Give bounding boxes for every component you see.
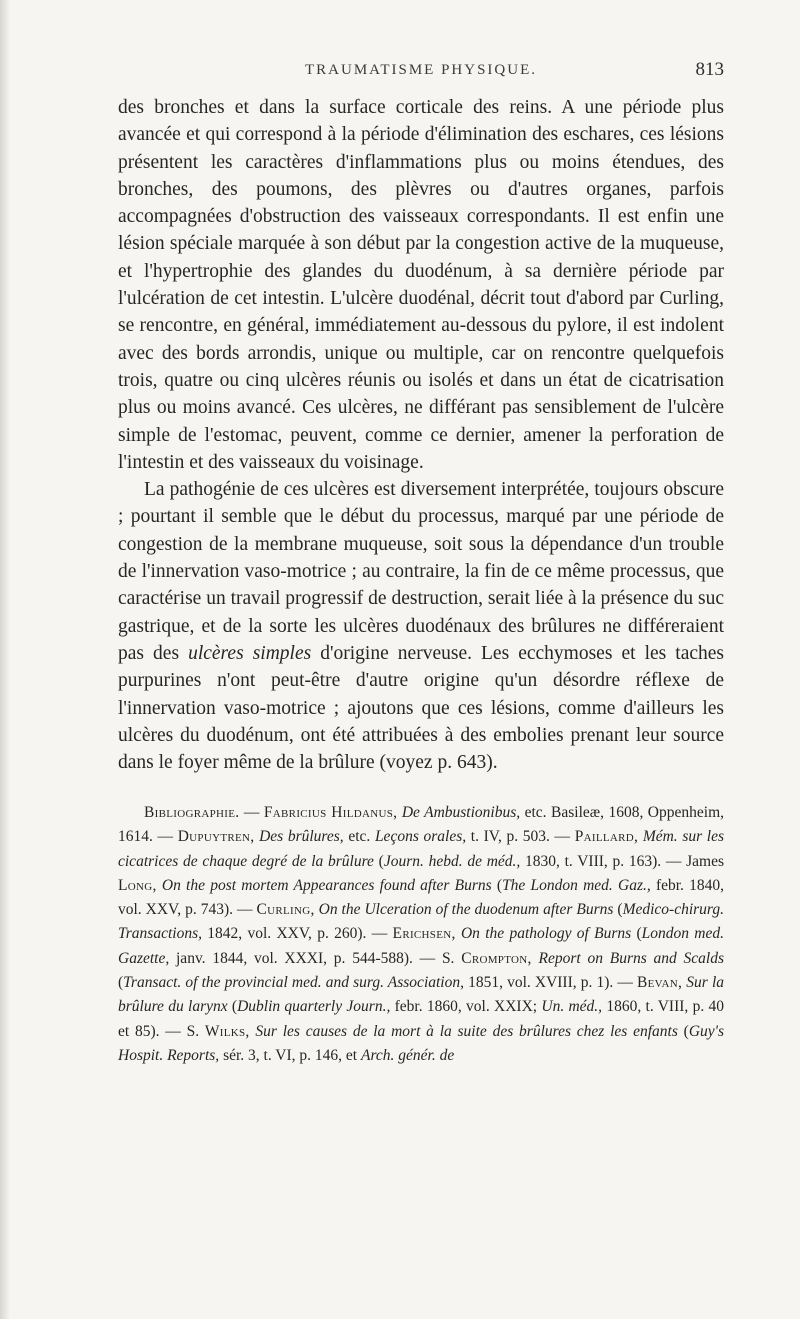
biblio-journal: London med. Gazette,	[118, 925, 724, 967]
biblio-journal: Transact. of the provincial med. and surg. Association,	[123, 974, 464, 992]
biblio-journal: Medico-chirurg. Transactions,	[118, 901, 725, 943]
paragraph-2: La pathogénie de ces ulcères est diversement interprétée, toujours obscure ; pourtant il semble que le début du processus, marqué par une période de congestion de la membrane muqueuse, soit sous la dépendance d'un trouble de l'innervation vaso-motrice ; au contraire, la fin de ce même processus, que caractérise un travail progressif de destruction, serait liée à la présence du suc gastrique, et de la sorte les ulcères duodénaux des brûlures ne différeraient pas des ulcères simples d'origine nerveuse. Les ecchymoses et les taches purpurines n'ont peut-être d'autre origine qu'un désordre réflexe de l'innervation vaso-motrice ; ajoutons que ces lésions, comme d'ailleurs les ulcères du duodénum, ont été attribuées à des embolies prenant leur source dans le foyer même de la brûlure (voyez p. 643).	[118, 479, 724, 774]
biblio-journal: The London med. Gaz.,	[502, 876, 651, 894]
biblio-title: Report on Burns and Scalds	[538, 949, 725, 967]
biblio-title: De Ambustionibus,	[401, 804, 521, 821]
biblio-author: Dupuytren,	[177, 828, 255, 846]
biblio-author: Curling,	[256, 901, 315, 919]
biblio-author: Long,	[118, 876, 157, 894]
biblio-title: Sur la brûlure du larynx	[118, 974, 725, 1016]
biblio-title: On the post mortem Appearances found after Burns	[161, 876, 492, 894]
biblio-author: Wilks,	[204, 1022, 250, 1040]
biblio-title: Leçons orales,	[374, 828, 467, 846]
biblio-author: Crompton,	[461, 949, 532, 967]
bibliography-label: Bibliographie.	[144, 804, 240, 821]
page-number: 813	[695, 59, 724, 80]
running-head: TRAUMATISME PHYSIQUE.	[304, 62, 537, 78]
biblio-title: On the pathology of Burns	[460, 925, 632, 943]
page-header	[118, 59, 724, 86]
page-spine-shadow	[0, 0, 10, 1319]
biblio-journal: Guy's Hospit. Reports,	[118, 1022, 725, 1064]
biblio-author: Bevan,	[637, 974, 683, 992]
biblio-title: Des brûlures,	[259, 828, 344, 846]
biblio-author: Fabricius Hildanus,	[263, 804, 398, 821]
biblio-title: Sur les causes de la mort à la suite des brûlures chez les enfants	[255, 1022, 678, 1040]
biblio-journal: Un. méd.,	[541, 998, 603, 1016]
paragraph-1: des bronches et dans la surface corticale des reins. A une période plus avancée et qui correspond à la période d'élimination des eschares, ces lésions présentent les caractères d'inflammations plus ou moins étendues, des bronches, des poumons, des plèvres ou d'autres organes, parfois accompagnées d'obstruction des vaisseaux correspondants. Il est enfin une lésion spéciale marquée à son début par la congestion active de la muqueuse, et l'hypertrophie des glandes du duodénum, à sa dernière période par l'ulcération de cet intestin. L'ulcère duodénal, décrit tout d'abord par Curling, se rencontre, en général, immédiatement au-dessous du pylore, il est indolent avec des bords arrondis, unique ou multiple, car on rencontre quelquefois trois, quatre ou cinq ulcères réunis ou isolés et dans un état de cicatrisation plus ou moins avancé. Ces ulcères, ne différant pas sensiblement de l'ulcère simple de l'estomac, peuvent, comme ce dernier, amener la perforation de l'intestin et des vaisseaux du voisinage.	[118, 97, 724, 473]
biblio-title: Mém. sur les cicatrices de chaque degré de la brûlure	[118, 828, 725, 870]
biblio-author: Paillard,	[574, 828, 639, 846]
body-text	[118, 94, 724, 776]
biblio-journal: Arch. génér. de	[360, 1046, 455, 1064]
biblio-author: Erichsen,	[392, 925, 456, 943]
biblio-journal: Journ. hebd. de méd.,	[383, 852, 521, 870]
biblio-title: On the Ulceration of the duodenum after Burns	[318, 901, 614, 919]
italic-term: ulcères simples	[188, 642, 312, 664]
biblio-journal: Dublin quarterly Journ.,	[237, 998, 391, 1016]
bibliography: Bibliographie. — Fabricius Hildanus, De Ambustionibus, etc. Basileæ, 1608, Oppenheim, 1614. — Dupuytren, Des brûlures, etc. Leçons orales, t. IV, p. 503. — Paillard, Mém. sur les cicatrices de chaque degré de la brûlure (Journ. hebd. de méd., 1830, t. VIII, p. 163). — James Long, On the post mortem Appearances found after Burns (The London med. Gaz., febr. 1840, vol. XXV, p. 743). — Curling, On the Ulceration of the duodenum after Burns (Medico-chirurg. Transactions, 1842, vol. XXV, p. 260). — Erichsen, On the pathology of Burns (London med. Gazette, janv. 1844, vol. XXXI, p. 544-588). — S. Crompton, Report on Burns and Scalds (Transact. of the provincial med. and surg. Association, 1851, vol. XVIII, p. 1). — Bevan, Sur la brûlure du larynx (Dublin quarterly Journ., febr. 1860, vol. XXIX; Un. méd., 1860, t. VIII, p. 40 et 85). — S. Wilks, Sur les causes de la mort à la suite des brûlures chez les enfants (Guy's Hospit. Reports, sér. 3, t. VI, p. 146, et Arch. génér. de	[118, 804, 725, 1064]
